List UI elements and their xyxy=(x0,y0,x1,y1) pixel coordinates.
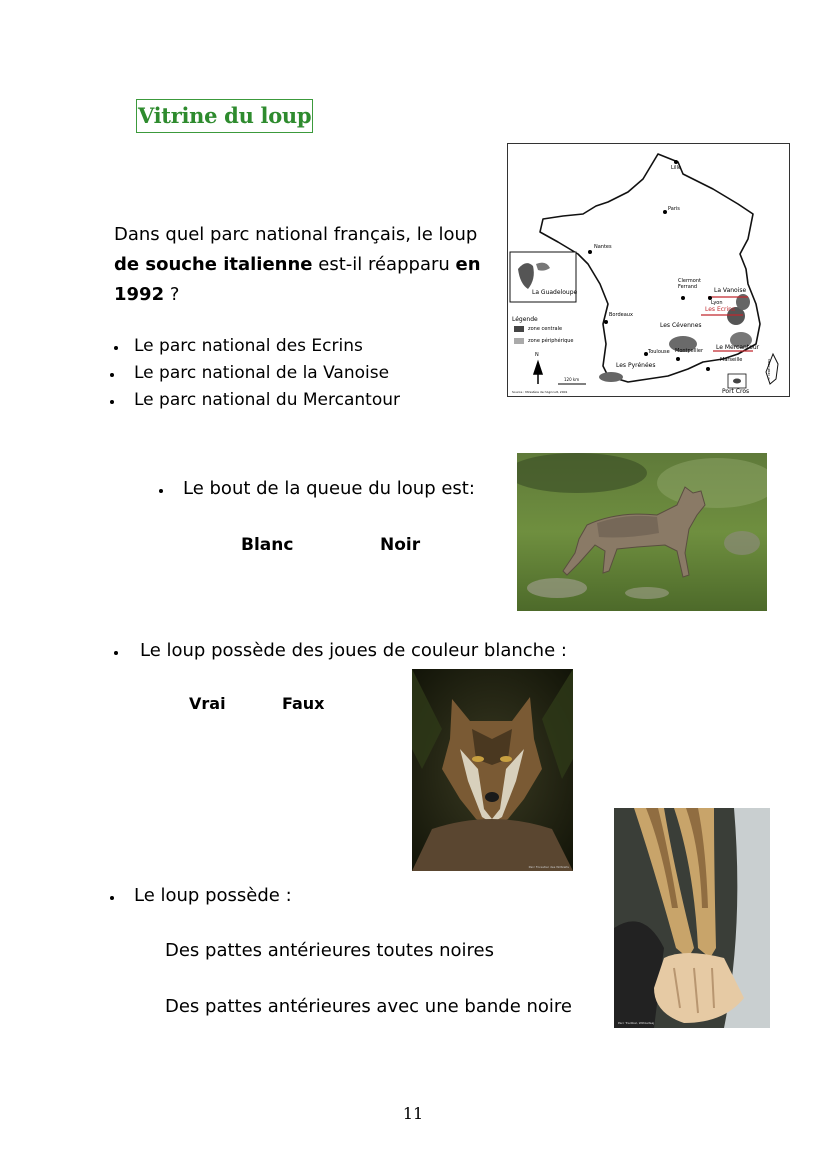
map-city-label: Toulouse xyxy=(648,349,670,355)
map-city-label: Nantes xyxy=(594,244,612,250)
map-city-label: Bordeaux xyxy=(609,312,633,318)
map-legend-title: Légende xyxy=(512,316,538,323)
map-city-label: Clermont Ferrand xyxy=(678,278,701,290)
wolf-walking-photo xyxy=(517,453,767,611)
bullet-icon xyxy=(114,346,118,350)
france-parks-map xyxy=(507,143,790,397)
map-legend-central: zone centrale xyxy=(528,326,563,332)
map-city-label: Marseille xyxy=(720,357,743,363)
bullet-icon xyxy=(110,896,114,900)
map-park-label: La Vanoise xyxy=(714,287,747,294)
bullet-icon xyxy=(110,400,114,404)
bullet-icon xyxy=(159,489,163,493)
map-copyright: © CERE-CNRS xyxy=(767,358,771,380)
map-city-label: Paris xyxy=(668,206,680,212)
question-tail-text: Le bout de la queue du loup est: xyxy=(183,478,475,499)
bullet-icon xyxy=(114,651,118,655)
photo-credit: Parc Tradikal, Wiltzeitsaj xyxy=(618,1021,655,1025)
wolf-walking-image-icon xyxy=(517,453,767,611)
answer-vrai[interactable]: Vrai xyxy=(189,694,226,713)
page-number: 11 xyxy=(402,1104,424,1123)
map-park-label: La Guadeloupe xyxy=(532,289,578,296)
map-park-label: Le Mercantour xyxy=(716,344,760,351)
question-park-text-2: est-il réapparu xyxy=(312,254,456,275)
question-cheeks-text: Le loup possède des joues de couleur blanche : xyxy=(140,640,567,661)
wolf-face-photo xyxy=(412,669,573,871)
map-park-label: Les Cévennes xyxy=(660,322,702,329)
map-city-label: Lyon xyxy=(711,300,723,306)
page-title: Vitrine du loup xyxy=(136,99,313,133)
wolf-face-image-icon xyxy=(412,669,573,871)
map-scale-label: 120 km xyxy=(564,377,580,382)
question-park-text-3: ? xyxy=(164,284,180,305)
question-park-text-1: Dans quel parc national français, le loup xyxy=(114,224,478,245)
option-label: Le parc national de la Vanoise xyxy=(134,363,390,383)
map-park-label: Port Cros xyxy=(722,388,750,395)
choice-black-band[interactable]: Des pattes antérieures avec une bande noire xyxy=(165,996,572,1017)
question-park-bold-2: en 1992 xyxy=(114,254,481,305)
wolf-paws-photo xyxy=(614,808,770,1028)
answer-blanc[interactable]: Blanc xyxy=(241,535,294,555)
map-north-label: N xyxy=(535,352,539,358)
map-city-label: Montpellier xyxy=(675,348,704,354)
option-label: Le parc national des Ecrins xyxy=(134,336,363,356)
choice-all-black[interactable]: Des pattes antérieures toutes noires xyxy=(165,940,495,961)
answer-faux[interactable]: Faux xyxy=(282,694,325,713)
option-label: Le parc national du Mercantour xyxy=(134,390,400,410)
question-park xyxy=(114,220,499,310)
photo-credit: Parc Forestier des Wiltzeits xyxy=(528,865,569,869)
france-outline-icon xyxy=(508,144,789,396)
map-source: Source : Ministère de l'Agricult, 2001 xyxy=(512,390,568,394)
wolf-paws-image-icon xyxy=(614,808,770,1028)
map-park-label: Les Pyrénées xyxy=(616,362,656,369)
question-park-bold-1: de souche italienne xyxy=(114,254,313,275)
bullet-icon xyxy=(110,373,114,377)
map-park-label: Les Ecrins xyxy=(705,306,736,313)
question-paws-text: Le loup possède : xyxy=(134,885,292,906)
answer-noir[interactable]: Noir xyxy=(380,535,421,555)
map-legend-peripheral: zone périphérique xyxy=(528,338,574,344)
map-city-label: Lille xyxy=(671,165,682,171)
